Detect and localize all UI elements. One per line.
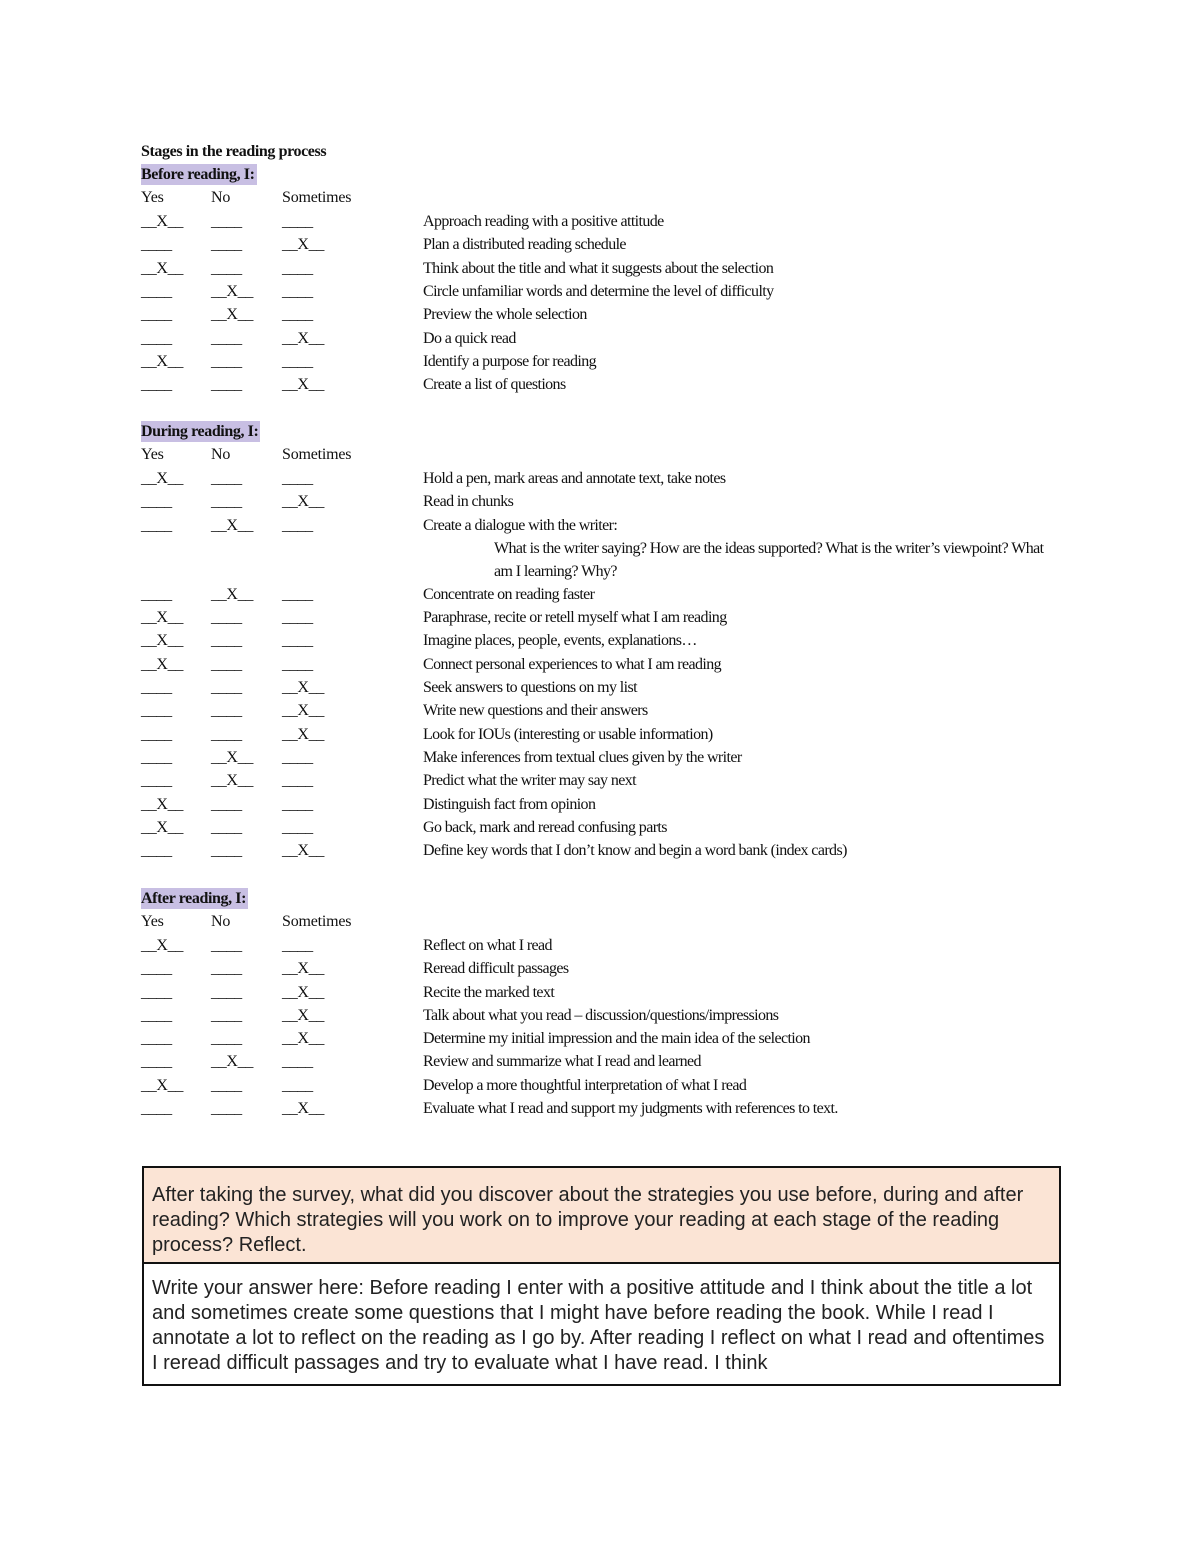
- answer-blank-yes[interactable]: ____: [141, 1053, 172, 1070]
- answer-blank-sometimes[interactable]: ____: [282, 260, 313, 277]
- answer-blank-sometimes[interactable]: ____: [282, 517, 313, 534]
- answer-blank-yes[interactable]: ____: [141, 960, 172, 977]
- strategy-text: Paraphrase, recite or retell myself what I am reading: [423, 609, 727, 626]
- answer-blank-sometimes[interactable]: ____: [282, 213, 313, 230]
- answer-blank-yes[interactable]: ____: [141, 283, 172, 300]
- answer-blank-yes[interactable]: ____: [141, 236, 172, 253]
- answer-mark-sometimes[interactable]: __X__: [282, 330, 325, 347]
- answer-mark-no[interactable]: __X__: [211, 306, 254, 323]
- strategy-text: Approach reading with a positive attitude: [423, 213, 664, 230]
- answer-blank-sometimes[interactable]: ____: [282, 796, 313, 813]
- survey-row: [0, 769, 1200, 792]
- survey-row: [0, 1027, 1200, 1050]
- answer-blank-yes[interactable]: ____: [141, 702, 172, 719]
- answer-mark-no[interactable]: __X__: [211, 1053, 254, 1070]
- answer-blank-no[interactable]: ____: [211, 842, 242, 859]
- answer-mark-sometimes[interactable]: __X__: [282, 1100, 325, 1117]
- answer-blank-sometimes[interactable]: ____: [282, 937, 313, 954]
- column-header-sometimes: Sometimes: [282, 446, 352, 463]
- answer-mark-yes[interactable]: __X__: [141, 796, 184, 813]
- answer-blank-no[interactable]: ____: [211, 937, 242, 954]
- survey-row: [0, 280, 1200, 303]
- survey-row: [0, 350, 1200, 373]
- column-header-yes: Yes: [141, 446, 164, 463]
- strategy-text: Read in chunks: [423, 493, 514, 510]
- strategy-text: Preview the whole selection: [423, 306, 587, 323]
- answer-mark-no[interactable]: __X__: [211, 283, 254, 300]
- answer-blank-no[interactable]: ____: [211, 470, 242, 487]
- answer-blank-yes[interactable]: ____: [141, 726, 172, 743]
- survey-row: [0, 653, 1200, 676]
- survey-row: [0, 583, 1200, 606]
- column-header-no: No: [211, 189, 231, 206]
- answer-blank-no[interactable]: ____: [211, 330, 242, 347]
- survey-row: [0, 839, 1200, 862]
- answer-mark-sometimes[interactable]: __X__: [282, 376, 325, 393]
- answer-blank-no[interactable]: ____: [211, 1077, 242, 1094]
- answer-blank-sometimes[interactable]: ____: [282, 470, 313, 487]
- answer-blank-yes[interactable]: ____: [141, 493, 172, 510]
- answer-mark-yes[interactable]: __X__: [141, 213, 184, 230]
- answer-mark-no[interactable]: __X__: [211, 772, 254, 789]
- strategy-text: Create a dialogue with the writer:: [423, 517, 618, 534]
- answer-blank-no[interactable]: ____: [211, 656, 242, 673]
- answer-blank-no[interactable]: ____: [211, 984, 242, 1001]
- reflection-question: After taking the survey, what did you discover about the strategies you use before, during and after reading? Which strategies will you work on to improve your reading at each stage of the reading process? Reflect.: [152, 1184, 1024, 1256]
- answer-blank-yes[interactable]: ____: [141, 306, 172, 323]
- answer-blank-no[interactable]: ____: [211, 260, 242, 277]
- answer-blank-yes[interactable]: ____: [141, 586, 172, 603]
- survey-row: [0, 981, 1200, 1004]
- answer-blank-no[interactable]: ____: [211, 213, 242, 230]
- answer-blank-no[interactable]: ____: [211, 679, 242, 696]
- answer-mark-yes[interactable]: __X__: [141, 1077, 184, 1094]
- survey-row: [0, 327, 1200, 350]
- answer-blank-no[interactable]: ____: [211, 609, 242, 626]
- column-header-no: No: [211, 913, 231, 930]
- column-header-sometimes: Sometimes: [282, 913, 352, 930]
- survey-row: [0, 793, 1200, 816]
- answer-blank-no[interactable]: ____: [211, 796, 242, 813]
- strategy-text: Talk about what you read – discussion/questions/impressions: [423, 1007, 779, 1024]
- survey-row: [0, 514, 1200, 537]
- answer-mark-yes[interactable]: __X__: [141, 819, 184, 836]
- strategy-text: Identify a purpose for reading: [423, 353, 597, 370]
- survey-row: [0, 1097, 1200, 1120]
- survey-row: [0, 934, 1200, 957]
- strategy-text: Make inferences from textual clues given by the writer: [423, 749, 742, 766]
- section-heading: After reading, I:: [141, 890, 247, 907]
- answer-mark-yes[interactable]: __X__: [141, 937, 184, 954]
- strategy-text: Create a list of questions: [423, 376, 566, 393]
- answer-blank-yes[interactable]: ____: [141, 517, 172, 534]
- answer-blank-no[interactable]: ____: [211, 1007, 242, 1024]
- survey-row: [0, 303, 1200, 326]
- answer-mark-sometimes[interactable]: __X__: [282, 1030, 325, 1047]
- page-title: Stages in the reading process: [141, 143, 327, 160]
- answer-blank-sometimes[interactable]: ____: [282, 586, 313, 603]
- survey-row: [0, 210, 1200, 233]
- survey-row: [0, 1074, 1200, 1097]
- answer-blank-sometimes[interactable]: ____: [282, 819, 313, 836]
- answer-blank-no[interactable]: ____: [211, 353, 242, 370]
- answer-blank-yes[interactable]: ____: [141, 376, 172, 393]
- answer-mark-sometimes[interactable]: __X__: [282, 726, 325, 743]
- strategy-text: Reread difficult passages: [423, 960, 569, 977]
- column-header-yes: Yes: [141, 913, 164, 930]
- answer-mark-yes[interactable]: __X__: [141, 470, 184, 487]
- column-header-sometimes: Sometimes: [282, 189, 352, 206]
- strategy-text: Connect personal experiences to what I am reading: [423, 656, 722, 673]
- strategy-text: Seek answers to questions on my list: [423, 679, 637, 696]
- answer-mark-yes[interactable]: __X__: [141, 609, 184, 626]
- answer-blank-no[interactable]: ____: [211, 493, 242, 510]
- survey-row: [0, 606, 1200, 629]
- answer-blank-sometimes[interactable]: ____: [282, 306, 313, 323]
- answer-blank-no[interactable]: ____: [211, 1100, 242, 1117]
- answer-blank-no[interactable]: ____: [211, 702, 242, 719]
- survey-row: [0, 1050, 1200, 1073]
- answer-blank-no[interactable]: ____: [211, 1030, 242, 1047]
- strategy-text: Reflect on what I read: [423, 937, 552, 954]
- strategy-text: Recite the marked text: [423, 984, 555, 1001]
- answer-blank-yes[interactable]: ____: [141, 679, 172, 696]
- answer-mark-sometimes[interactable]: __X__: [282, 702, 325, 719]
- survey-row: [0, 233, 1200, 256]
- survey-row: [0, 746, 1200, 769]
- strategy-text: Think about the title and what it suggests about the selection: [423, 260, 774, 277]
- answer-mark-yes[interactable]: __X__: [141, 353, 184, 370]
- answer-mark-no[interactable]: __X__: [211, 749, 254, 766]
- reflection-answer-box[interactable]: [142, 1263, 1061, 1386]
- survey-row: [0, 816, 1200, 839]
- answer-blank-sometimes[interactable]: ____: [282, 283, 313, 300]
- answer-blank-no[interactable]: ____: [211, 376, 242, 393]
- answer-mark-sometimes[interactable]: __X__: [282, 679, 325, 696]
- answer-blank-no[interactable]: ____: [211, 632, 242, 649]
- answer-blank-yes[interactable]: ____: [141, 984, 172, 1001]
- answer-blank-yes[interactable]: ____: [141, 1100, 172, 1117]
- survey-row: [0, 723, 1200, 746]
- answer-mark-no[interactable]: __X__: [211, 517, 254, 534]
- column-header-yes: Yes: [141, 189, 164, 206]
- answer-blank-yes[interactable]: ____: [141, 1030, 172, 1047]
- strategy-text: Predict what the writer may say next: [423, 772, 636, 789]
- survey-row: [0, 1004, 1200, 1027]
- answer-mark-sometimes[interactable]: __X__: [282, 236, 325, 253]
- strategy-text: Determine my initial impression and the main idea of the selection: [423, 1030, 810, 1047]
- strategy-text: Review and summarize what I read and learned: [423, 1053, 701, 1070]
- strategy-text: Define key words that I don’t know and begin a word bank (index cards): [423, 842, 847, 859]
- section-heading: Before reading, I:: [141, 166, 255, 183]
- answer-blank-sometimes[interactable]: ____: [282, 656, 313, 673]
- strategy-text: Write new questions and their answers: [423, 702, 648, 719]
- reflection-question-box: [142, 1166, 1061, 1263]
- strategy-text: Hold a pen, mark areas and annotate text, take notes: [423, 470, 726, 487]
- answer-blank-no[interactable]: ____: [211, 819, 242, 836]
- answer-blank-yes[interactable]: ____: [141, 749, 172, 766]
- answer-blank-no[interactable]: ____: [211, 960, 242, 977]
- survey-row: [0, 699, 1200, 722]
- answer-blank-no[interactable]: ____: [211, 726, 242, 743]
- answer-blank-sometimes[interactable]: ____: [282, 632, 313, 649]
- survey-row: [0, 257, 1200, 280]
- survey-row: [0, 490, 1200, 513]
- answer-mark-yes[interactable]: __X__: [141, 656, 184, 673]
- answer-blank-sometimes[interactable]: ____: [282, 772, 313, 789]
- answer-mark-sometimes[interactable]: __X__: [282, 493, 325, 510]
- answer-mark-sometimes[interactable]: __X__: [282, 1007, 325, 1024]
- column-header-no: No: [211, 446, 231, 463]
- answer-mark-sometimes[interactable]: __X__: [282, 842, 325, 859]
- answer-mark-yes[interactable]: __X__: [141, 260, 184, 277]
- answer-blank-sometimes[interactable]: ____: [282, 1053, 313, 1070]
- survey-row: [0, 467, 1200, 490]
- strategy-text: Imagine places, people, events, explanations…: [423, 632, 697, 649]
- answer-mark-no[interactable]: __X__: [211, 586, 254, 603]
- strategy-text: Do a quick read: [423, 330, 516, 347]
- strategy-text: Concentrate on reading faster: [423, 586, 595, 603]
- strategy-text: Develop a more thoughtful interpretation of what I read: [423, 1077, 747, 1094]
- answer-blank-sometimes[interactable]: ____: [282, 353, 313, 370]
- survey-row: [0, 373, 1200, 396]
- answer-mark-yes[interactable]: __X__: [141, 632, 184, 649]
- strategy-subtext: What is the writer saying? How are the ideas supported? What is the writer’s viewpoint? What am I learning? Why?: [494, 540, 1044, 580]
- survey-row: [0, 957, 1200, 980]
- strategy-text: Circle unfamiliar words and determine the level of difficulty: [423, 283, 774, 300]
- answer-blank-yes[interactable]: ____: [141, 330, 172, 347]
- strategy-text: Distinguish fact from opinion: [423, 796, 596, 813]
- answer-mark-sometimes[interactable]: __X__: [282, 960, 325, 977]
- strategy-text: Evaluate what I read and support my judgments with references to text.: [423, 1100, 838, 1117]
- answer-mark-sometimes[interactable]: __X__: [282, 984, 325, 1001]
- section-heading: During reading, I:: [141, 423, 259, 440]
- strategy-text: Look for IOUs (interesting or usable information): [423, 726, 713, 743]
- strategy-text: Plan a distributed reading schedule: [423, 236, 626, 253]
- survey-row: [0, 629, 1200, 652]
- answer-blank-sometimes[interactable]: ____: [282, 609, 313, 626]
- answer-blank-yes[interactable]: ____: [141, 1007, 172, 1024]
- answer-blank-no[interactable]: ____: [211, 236, 242, 253]
- answer-blank-sometimes[interactable]: ____: [282, 749, 313, 766]
- strategy-text: Go back, mark and reread confusing parts: [423, 819, 667, 836]
- answer-blank-sometimes[interactable]: ____: [282, 1077, 313, 1094]
- answer-blank-yes[interactable]: ____: [141, 772, 172, 789]
- answer-blank-yes[interactable]: ____: [141, 842, 172, 859]
- survey-row: [0, 676, 1200, 699]
- reflection-answer: Write your answer here: Before reading I enter with a positive attitude and I think about the title a lot and sometimes create some questions that I might have before reading the book. While I read I annotate a lot to reflect on the reading as I go by. After reading I reflect on what I read and oftentimes I reread difficult passages and try to evaluate what I have read. I think: [152, 1277, 1045, 1374]
